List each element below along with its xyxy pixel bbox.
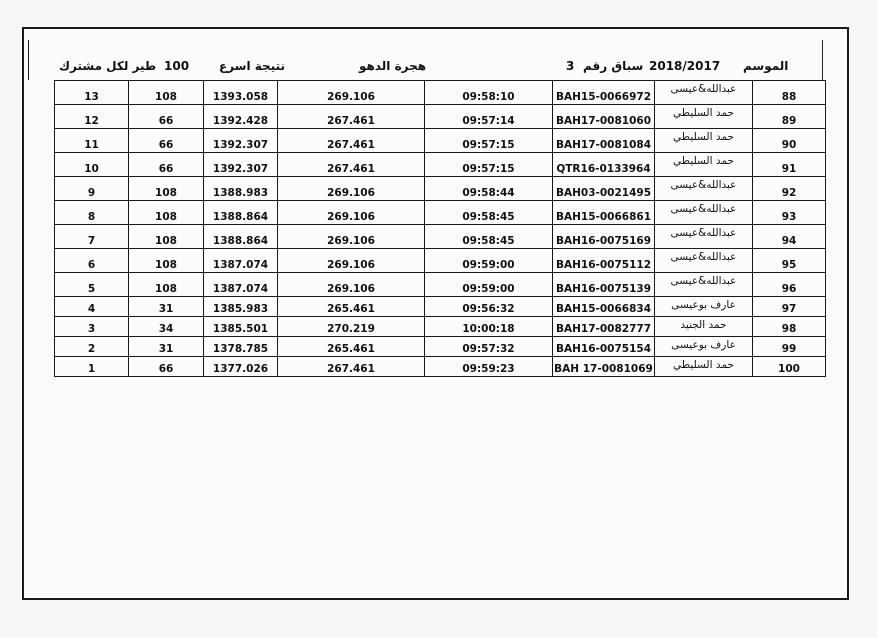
- owner-name-cell: حمد السليطي: [655, 153, 753, 177]
- owner-name-cell: عارف بوعيسى: [655, 337, 753, 357]
- ring-number-cell: BAH15-0066861: [553, 201, 655, 225]
- rank-cell: 13: [55, 81, 129, 105]
- distance-cell: 269.106: [278, 201, 425, 225]
- race-label: سباق رقم: [583, 59, 644, 73]
- position-cell: 88: [753, 81, 826, 105]
- bird-count-cell: 31: [129, 337, 204, 357]
- distance-cell: 269.106: [278, 81, 425, 105]
- distance-cell: 269.106: [278, 177, 425, 201]
- distance-cell: 267.461: [278, 105, 425, 129]
- distance-cell: 267.461: [278, 357, 425, 377]
- ring-number-cell: BAH16-0075139: [553, 273, 655, 297]
- rank-cell: 8: [55, 201, 129, 225]
- rank-cell: 2: [55, 337, 129, 357]
- arrival-time-cell: 09:58:45: [425, 225, 553, 249]
- owner-name-cell: عبدالله&عيسى: [655, 273, 753, 297]
- ring-number-cell: BAH 17-0081069: [553, 357, 655, 377]
- owner-name-cell: عبدالله&عيسى: [655, 201, 753, 225]
- speed-cell: 1388.864: [204, 201, 278, 225]
- bird-count-cell: 108: [129, 201, 204, 225]
- ring-number-cell: BAH16-0075112: [553, 249, 655, 273]
- owner-name-cell: حمد الجنيد: [655, 317, 753, 337]
- distance-cell: 267.461: [278, 129, 425, 153]
- rank-cell: 4: [55, 297, 129, 317]
- position-cell: 97: [753, 297, 826, 317]
- table-row: [55, 337, 826, 357]
- arrival-time-cell: 09:58:45: [425, 201, 553, 225]
- owner-name-cell: عبدالله&عيسى: [655, 177, 753, 201]
- table-row: [55, 249, 826, 273]
- table-row: [55, 225, 826, 249]
- table-row: [55, 177, 826, 201]
- rank-cell: 5: [55, 273, 129, 297]
- arrival-time-cell: 09:58:10: [425, 81, 553, 105]
- season-value: 2018/2017: [649, 59, 721, 73]
- bird-count-cell: 66: [129, 129, 204, 153]
- ring-number-cell: BAH17-0081084: [553, 129, 655, 153]
- arrival-time-cell: 09:57:15: [425, 153, 553, 177]
- bird-count-cell: 108: [129, 249, 204, 273]
- rank-cell: 10: [55, 153, 129, 177]
- position-cell: 99: [753, 337, 826, 357]
- arrival-time-cell: 09:59:00: [425, 273, 553, 297]
- ring-number-cell: BAH17-0081060: [553, 105, 655, 129]
- arrival-time-cell: 09:57:32: [425, 337, 553, 357]
- speed-cell: 1388.864: [204, 225, 278, 249]
- table-row: [55, 81, 826, 105]
- table-header: [28, 40, 823, 80]
- speed-cell: 1387.074: [204, 273, 278, 297]
- table-row: [55, 357, 826, 377]
- results-body: [55, 81, 826, 377]
- position-cell: 98: [753, 317, 826, 337]
- speed-cell: 1387.074: [204, 249, 278, 273]
- position-cell: 90: [753, 129, 826, 153]
- position-cell: 100: [753, 357, 826, 377]
- table-row: [55, 105, 826, 129]
- speed-cell: 1388.983: [204, 177, 278, 201]
- bird-count-cell: 66: [129, 105, 204, 129]
- ring-number-cell: BAH15-0066972: [553, 81, 655, 105]
- rank-cell: 9: [55, 177, 129, 201]
- rank-cell: 7: [55, 225, 129, 249]
- distance-cell: 265.461: [278, 297, 425, 317]
- distance-cell: 265.461: [278, 337, 425, 357]
- fastest-result-label: نتيجة اسرع: [219, 59, 285, 73]
- season-label: الموسم: [743, 59, 789, 73]
- distance-cell: 269.106: [278, 225, 425, 249]
- position-cell: 92: [753, 177, 826, 201]
- position-cell: 89: [753, 105, 826, 129]
- bird-count-cell: 34: [129, 317, 204, 337]
- bird-count-cell: 108: [129, 177, 204, 201]
- position-cell: 93: [753, 201, 826, 225]
- speed-cell: 1393.058: [204, 81, 278, 105]
- bird-count-cell: 108: [129, 225, 204, 249]
- owner-name-cell: عبدالله&عيسى: [655, 225, 753, 249]
- ring-number-cell: BAH16-0075154: [553, 337, 655, 357]
- birds-per-participant-label: طير لكل مشترك: [59, 59, 157, 73]
- arrival-time-cell: 09:59:00: [425, 249, 553, 273]
- distance-cell: 269.106: [278, 273, 425, 297]
- owner-name-cell: عارف بوعيسى: [655, 297, 753, 317]
- ring-number-cell: BAH17-0082777: [553, 317, 655, 337]
- speed-cell: 1377.026: [204, 357, 278, 377]
- table-row: [55, 129, 826, 153]
- rank-cell: 3: [55, 317, 129, 337]
- ring-number-cell: BAH15-0066834: [553, 297, 655, 317]
- table-row: [55, 297, 826, 317]
- speed-cell: 1385.983: [204, 297, 278, 317]
- speed-cell: 1392.428: [204, 105, 278, 129]
- arrival-time-cell: 09:57:15: [425, 129, 553, 153]
- rank-cell: 1: [55, 357, 129, 377]
- position-cell: 95: [753, 249, 826, 273]
- results-table: [54, 80, 826, 377]
- speed-cell: 1392.307: [204, 153, 278, 177]
- owner-name-cell: حمد السليطي: [655, 357, 753, 377]
- arrival-time-cell: 09:56:32: [425, 297, 553, 317]
- speed-cell: 1385.501: [204, 317, 278, 337]
- position-cell: 96: [753, 273, 826, 297]
- race-number: 3: [566, 59, 575, 73]
- owner-name-cell: عبدالله&عيسى: [655, 81, 753, 105]
- arrival-time-cell: 09:57:14: [425, 105, 553, 129]
- arrival-time-cell: 09:59:23: [425, 357, 553, 377]
- position-cell: 91: [753, 153, 826, 177]
- distance-cell: 269.106: [278, 249, 425, 273]
- distance-cell: 270.219: [278, 317, 425, 337]
- race-name: هجرة الدهو: [359, 59, 427, 73]
- table-row: [55, 317, 826, 337]
- rank-cell: 12: [55, 105, 129, 129]
- owner-name-cell: عبدالله&عيسى: [655, 249, 753, 273]
- bird-count-cell: 66: [129, 357, 204, 377]
- table-row: [55, 201, 826, 225]
- rank-cell: 6: [55, 249, 129, 273]
- bird-count-cell: 31: [129, 297, 204, 317]
- position-cell: 94: [753, 225, 826, 249]
- rank-cell: 11: [55, 129, 129, 153]
- ring-number-cell: BAH03-0021495: [553, 177, 655, 201]
- speed-cell: 1392.307: [204, 129, 278, 153]
- arrival-time-cell: 10:00:18: [425, 317, 553, 337]
- table-row: [55, 153, 826, 177]
- speed-cell: 1378.785: [204, 337, 278, 357]
- ring-number-cell: QTR16-0133964: [553, 153, 655, 177]
- distance-cell: 267.461: [278, 153, 425, 177]
- bird-count-cell: 66: [129, 153, 204, 177]
- birds-count: 100: [164, 59, 190, 73]
- bird-count-cell: 108: [129, 81, 204, 105]
- owner-name-cell: حمد السليطي: [655, 105, 753, 129]
- table-row: [55, 273, 826, 297]
- bird-count-cell: 108: [129, 273, 204, 297]
- arrival-time-cell: 09:58:44: [425, 177, 553, 201]
- owner-name-cell: حمد السليطي: [655, 129, 753, 153]
- ring-number-cell: BAH16-0075169: [553, 225, 655, 249]
